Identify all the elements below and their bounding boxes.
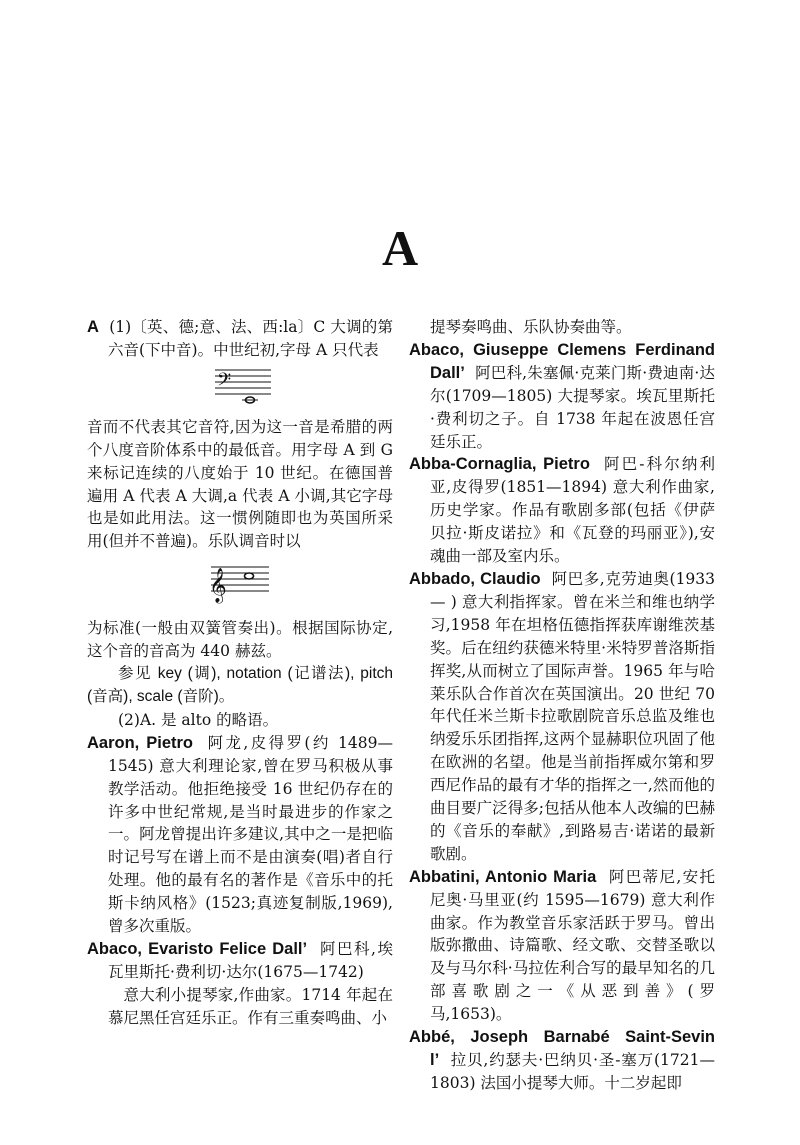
entry-abba-cornaglia xyxy=(409,453,715,568)
entry-abba-cornaglia-text: 阿巴-科尔纳利亚,皮得罗(1851—1894) 意大利作曲家,历史学家。作品有歌剧多部(包括《伊萨贝拉·斯皮诺拉》和《瓦登的玛丽亚》),安魂曲一部及室内乐。 xyxy=(430,455,715,566)
section-letter: A xyxy=(381,220,419,276)
treble-clef-staff-icon xyxy=(87,553,393,617)
entry-head-a: A xyxy=(87,318,99,336)
entry-abaco-evaristo-text: 阿巴科,埃瓦里斯托·费利切·达尔(1675—1742) xyxy=(108,939,394,981)
entry-abaco-evaristo xyxy=(87,938,393,984)
bass-clef-staff-figure xyxy=(87,362,393,416)
entry-abbado-text: 阿巴多,克劳迪奥(1933— ) 意大利指挥家。曾在米兰和维也纳学习,1958 年在坦格伍德指挥获库谢维茨基奖。后在纽约获德米特里·米特罗普洛斯指挥奖,从而树立了国际声誉。1965 年与哈莱乐队合作首次在英国演出。20 世纪 70 年代任米兰斯卡拉歌剧院音乐总监及维也纳爱乐乐团指挥,这两个显赫职位巩固了他在欧洲的名望。他是当前指挥威尔第和罗西尼作品的最有才华的指挥之一,然而他的曲目要广泛得多;包括从他本人改编的巴赫的《音乐的奉献》,到路易吉·诺诺的最新歌剧。 xyxy=(430,569,716,863)
entry-abbe xyxy=(409,1026,715,1095)
entry-head-abaco-giuseppe: Abaco, Giuseppe Clemens Ferdinand Dall’ xyxy=(409,340,715,382)
entry-a-text-4: (2)A. 是 alto 的略语。 xyxy=(118,710,279,729)
entry-abbe-text: 拉贝,约瑟夫·巴纳贝·圣-塞万(1721—1803) 法国小提琴大师。十二岁起即 xyxy=(430,1051,715,1092)
entry-head-aaron: Aaron, Pietro xyxy=(87,733,193,752)
left-column xyxy=(87,316,393,1030)
entry-head-abbe: Abbé, Joseph Barnabé Saint-Sevin l’ xyxy=(409,1028,715,1069)
entry-abbatini xyxy=(409,866,715,1026)
svg-text:𝄢: 𝄢 xyxy=(217,369,232,395)
entry-head-abba-cornaglia: Abba-Cornaglia, Pietro xyxy=(409,455,590,474)
entry-abbado xyxy=(409,568,715,866)
entry-a-text-1: (1)〔英、德;意、法、西:la〕C 大调的第六音(下中音)。中世纪初,字母 A 只代表 xyxy=(108,318,393,359)
entry-abaco-giuseppe xyxy=(409,339,715,454)
entry-aaron-text: 阿龙,皮得罗(约 1489—1545) 意大利理论家,曾在罗马积极从事教学活动。他拒绝接受 16 世纪仍存在的许多中世纪常规,是当时最进步的作家之一。阿龙曾提出许多建议,其中之一是把临时记号写在谱上而不是由演奏(唱)者自行处理。他的最有名的著作是《音乐中的托斯卡纳风格》(1523;真迹复制版,1969),曾多次重版。 xyxy=(108,733,393,936)
entry-abaco-evaristo-text-2: 意大利小提琴家,作曲家。1714 年起在慕尼黑任宫廷乐正。作有三重奏鸣曲、小 xyxy=(108,985,393,1027)
entry-head-abbatini: Abbatini, Antonio Maria xyxy=(409,867,597,886)
entry-a-text-3: 为标准(一般由双簧管奏出)。根据国际协定,这个音的音高为 440 赫兹。 xyxy=(87,619,393,661)
entry-a-refs: 参见 key (调), notation (记谱法), pitch (音高), scale (音阶)。 xyxy=(87,665,393,705)
entry-head-abaco-evaristo: Abaco, Evaristo Felice Dall’ xyxy=(87,939,308,958)
bass-clef-staff-icon xyxy=(87,362,393,416)
svg-text:𝄞: 𝄞 xyxy=(209,568,227,604)
entry-aaron xyxy=(87,732,393,938)
entry-abaco-giuseppe-text: 阿巴科,朱塞佩·克莱门斯·费迪南·达尔(1709—1805) 大提琴家。埃瓦里斯托·费利切之子。自 1738 年起在波恩任宫廷乐正。 xyxy=(430,363,715,451)
entry-a xyxy=(87,316,393,362)
entry-a-text-2: 音而不代表其它音符,因为这一音是希腊的两个八度音阶体系中的最低音。用字母 A 到 G 来标记连续的八度始于 10 世纪。在德国普遍用 A 代表 A 大调,a 代表 A 小调,其它字母也是如此用法。这一惯例随即也为英国所采用(但并不普遍)。乐队调音时以 xyxy=(87,417,393,551)
entry-abaco-continued: 提琴奏鸣曲、乐队协奏曲等。 xyxy=(430,318,632,336)
right-column xyxy=(409,316,715,1095)
entry-head-abbado: Abbado, Claudio xyxy=(409,569,541,588)
treble-clef-staff-figure xyxy=(87,553,393,617)
entry-abbatini-text: 阿巴蒂尼,安托尼奥·马里亚(约 1595—1679) 意大利作曲家。作为教堂音乐家活跃于罗马。曾出版弥撒曲、诗篇歌、经文歌、交替圣歌以及与马尔科·马拉佐利合写的最早知名的几部喜歌剧之一《从恶到善》(罗马,1653)。 xyxy=(430,867,715,1024)
